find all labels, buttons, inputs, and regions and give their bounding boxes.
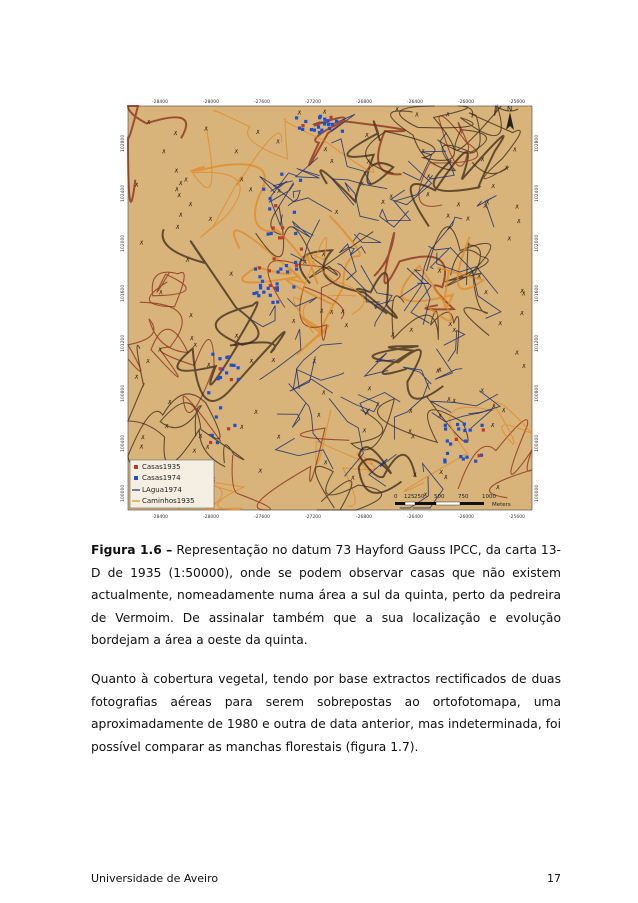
axis-tick-top: -26800: [356, 100, 372, 105]
axis-tick-top: -28400: [152, 100, 168, 105]
axis-tick-top: -28000: [203, 100, 219, 105]
axis-tick-left: 102400: [121, 184, 126, 202]
legend-label-casas1974: Casas1974: [142, 474, 181, 482]
axis-tick-bottom: -28000: [203, 515, 219, 520]
axis-tick-top: -26400: [407, 100, 423, 105]
axis-tick-left: 102000: [121, 234, 126, 252]
figure-map: [112, 92, 544, 524]
axis-tick-bottom: -26800: [356, 515, 372, 520]
axis-tick-right: 101600: [535, 284, 540, 302]
axis-tick-left: 100800: [121, 384, 126, 402]
body-paragraph: Quanto à cobertura vegetal, tendo por base extractos rectificados de duas fotografias aéreas para serem sobrepostas ao ortofotomapa, uma aproximadamente de 1980 e outra de data anterior, mas indeterminada, foi possível comparar as manchas florestais (figura 1.7).: [91, 672, 561, 754]
axis-tick-left: 101600: [121, 284, 126, 302]
axis-tick-bottom: -26000: [458, 515, 474, 520]
axis-tick-bottom: -26400: [407, 515, 423, 520]
scale-label-125: 125: [404, 494, 415, 500]
axis-tick-top: -26000: [458, 100, 474, 105]
legend-label-lagua1974: LAgua1974: [142, 486, 182, 494]
legend-swatch-casas1935: [134, 465, 138, 469]
axis-tick-right: 102400: [535, 184, 540, 202]
axis-tick-bottom: -27600: [254, 515, 270, 520]
legend-swatch-casas1974: [134, 476, 138, 480]
axis-tick-right: 102000: [535, 234, 540, 252]
axis-tick-left: 100400: [121, 434, 126, 452]
axis-tick-top: -27600: [254, 100, 270, 105]
axis-tick-right: 100400: [535, 434, 540, 452]
axis-tick-bottom: -27200: [305, 515, 321, 520]
footer-institution: Universidade de Aveiro: [91, 872, 219, 885]
scale-label-250: 250: [414, 494, 425, 500]
axis-tick-right: 100800: [535, 384, 540, 402]
axis-tick-top: -27200: [305, 100, 321, 105]
legend-label-casas1935: Casas1935: [142, 463, 181, 471]
axis-tick-left: 101200: [121, 334, 126, 352]
axis-tick-left: 100000: [121, 484, 126, 502]
scale-label-750: 750: [458, 494, 469, 500]
scale-label-1000: 1000: [482, 494, 496, 500]
axis-tick-bottom: -25600: [509, 515, 525, 520]
legend-label-caminhos1935: Caminhos1935: [142, 497, 195, 505]
axis-tick-left: 102800: [121, 134, 126, 152]
axis-tick-right: 100000: [535, 484, 540, 502]
caption-text: Representação no datum 73 Hayford Gauss IPCC, da carta 13-D de 1935 (1:50000), onde se podem observar casas que não existem actualmente, nomeadamente numa área a sul da quinta, perto da pedreira de Vermoim. De assinalar também que a sua localização e evolução bordejam a área a oeste da quinta.: [91, 543, 561, 648]
map-svg: [112, 92, 544, 524]
caption-label: Figura 1.6 –: [91, 543, 173, 557]
legend: [130, 460, 214, 508]
axis-tick-right: 101200: [535, 334, 540, 352]
scale-label-500: 500: [434, 494, 445, 500]
north-label: N: [507, 105, 513, 113]
scale-label-0: 0: [394, 494, 398, 500]
figure-caption: [91, 539, 561, 652]
axis-tick-top: -25600: [509, 100, 525, 105]
axis-tick-bottom: -28400: [152, 515, 168, 520]
page-number: 17: [547, 872, 561, 885]
axis-tick-right: 102800: [535, 134, 540, 152]
scale-unit: Meters: [492, 502, 511, 508]
